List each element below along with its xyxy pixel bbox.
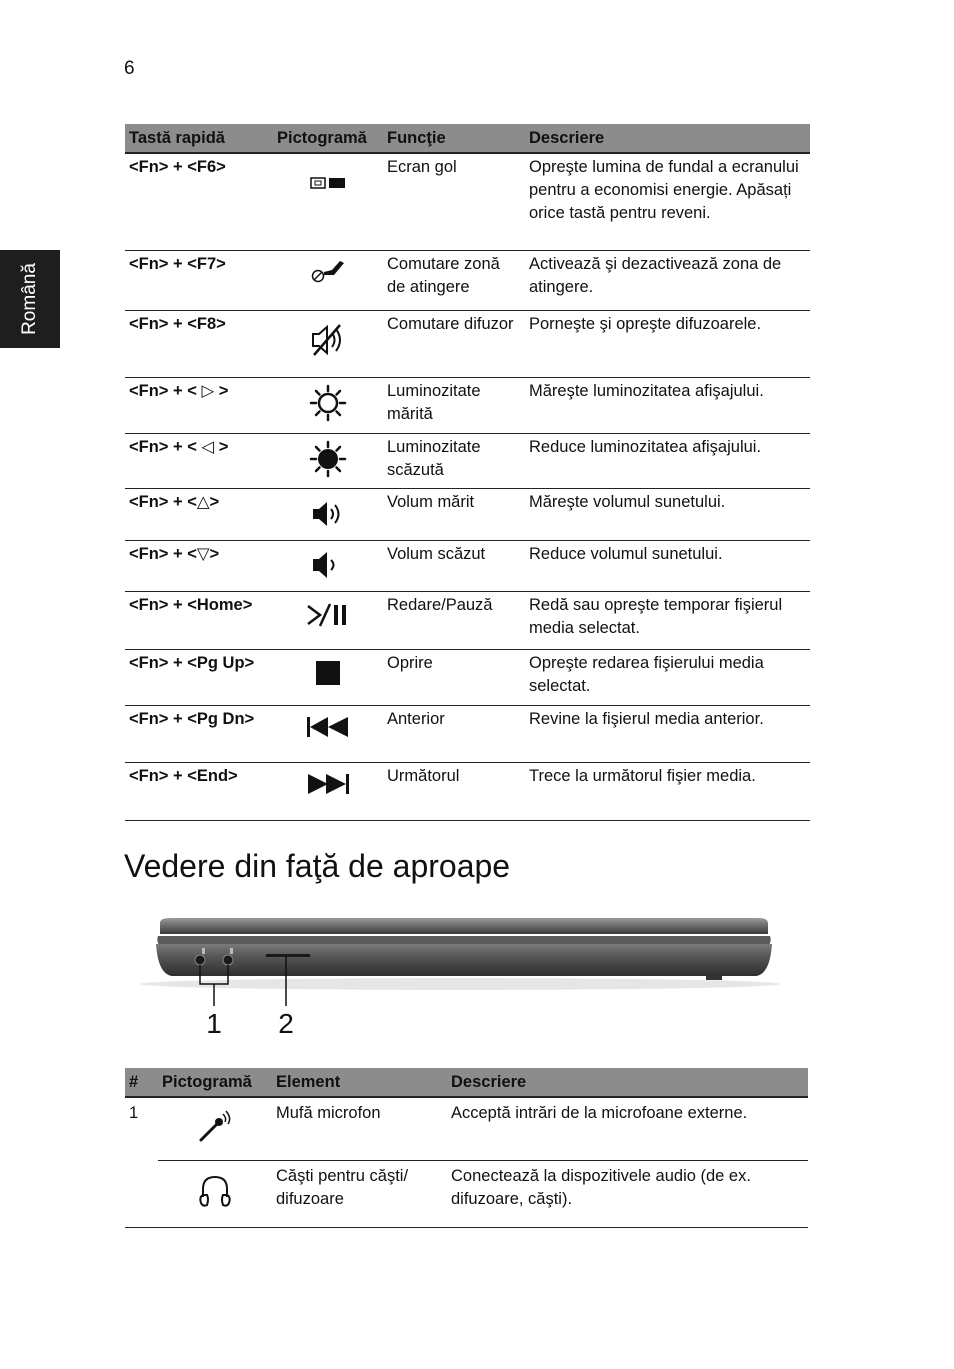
table-row <box>125 433 810 488</box>
table-row <box>125 1097 808 1160</box>
hotkey: <Fn> + <End> <box>125 762 273 820</box>
header-icon: Pictogramă <box>158 1068 272 1097</box>
header-description: Descriere <box>447 1068 808 1097</box>
function-name: Volum scăzut <box>383 540 525 591</box>
hotkey-table-header <box>125 124 810 153</box>
function-name: Luminozitate mărită <box>383 377 525 433</box>
function-name: Oprire <box>383 649 525 705</box>
touchpad-toggle-icon <box>310 259 346 285</box>
function-name: Ecran gol <box>383 153 525 250</box>
table-row <box>125 250 810 310</box>
element-name: Mufă microfon <box>272 1097 447 1160</box>
page-number: 6 <box>124 58 135 79</box>
function-description: Opreşte redarea fişierului media selectat. <box>525 649 810 705</box>
table-row <box>125 591 810 649</box>
laptop-front-view-illustration <box>130 914 790 1044</box>
hotkey: <Fn> + < ◁ > <box>125 433 273 488</box>
table-row <box>125 649 810 705</box>
ports-table-header <box>125 1068 808 1097</box>
hotkey: <Fn> + <Pg Dn> <box>125 705 273 762</box>
ports-table <box>125 1068 808 1228</box>
speaker-mute-icon <box>310 323 346 357</box>
section-title: Vedere din faţă de aproape <box>124 848 511 884</box>
volume-up-icon <box>311 499 345 529</box>
function-name: Comutare zonă de atingere <box>383 250 525 310</box>
function-description: Măreşte luminozitatea afişajului. <box>525 377 810 433</box>
row-number: 1 <box>125 1097 158 1227</box>
next-track-icon <box>306 773 350 795</box>
table-row <box>125 540 810 591</box>
function-name: Anterior <box>383 705 525 762</box>
function-name: Redare/Pauză <box>383 591 525 649</box>
table-row <box>125 1160 808 1227</box>
function-description: Reduce volumul sunetului. <box>525 540 810 591</box>
table-row <box>125 488 810 540</box>
header-element: Element <box>272 1068 447 1097</box>
header-description: Descriere <box>525 124 810 153</box>
function-name: Luminozitate scăzută <box>383 433 525 488</box>
hotkey: <Fn> + <▽> <box>125 540 273 591</box>
hotkey: <Fn> + <F8> <box>125 310 273 377</box>
previous-track-icon <box>306 716 350 738</box>
function-name: Comutare difuzor <box>383 310 525 377</box>
headphones-icon <box>198 1173 232 1209</box>
brightness-down-icon <box>309 440 347 478</box>
callout-number-2: 2 <box>278 1008 294 1039</box>
function-description: Reduce luminozitatea afişajului. <box>525 433 810 488</box>
function-name: Următorul <box>383 762 525 820</box>
function-description: Trece la următorul fişier media. <box>525 762 810 820</box>
hotkey: <Fn> + <F7> <box>125 250 273 310</box>
table-row <box>125 377 810 433</box>
language-label: Română <box>19 263 41 335</box>
function-name: Volum mărit <box>383 488 525 540</box>
hotkey: <Fn> + <F6> <box>125 153 273 250</box>
stop-icon <box>315 660 341 686</box>
callout-number-1: 1 <box>206 1008 222 1039</box>
hotkey-table <box>125 124 810 821</box>
brightness-up-icon <box>309 384 347 422</box>
function-description: Redă sau opreşte temporar fişierul media selectat. <box>525 591 810 649</box>
hotkey: <Fn> + <Pg Up> <box>125 649 273 705</box>
element-name: Căşti pentru căşti/ difuzoare <box>272 1160 447 1227</box>
function-description: Activează şi dezactivează zona de atingere. <box>525 250 810 310</box>
hotkey: <Fn> + <△> <box>125 488 273 540</box>
function-description: Porneşte şi opreşte difuzoarele. <box>525 310 810 377</box>
table-row <box>125 310 810 377</box>
header-icon: Pictogramă <box>273 124 383 153</box>
table-row <box>125 705 810 762</box>
function-description: Măreşte volumul sunetului. <box>525 488 810 540</box>
header-function: Funcţie <box>383 124 525 153</box>
function-description: Revine la fişierul media anterior. <box>525 705 810 762</box>
table-row <box>125 762 810 820</box>
element-description: Acceptă intrări de la microfoane externe. <box>447 1097 808 1160</box>
screen-off-icon <box>310 176 346 190</box>
hotkey: <Fn> + <Home> <box>125 591 273 649</box>
element-description: Conectează la dispozitivele audio (de ex. difuzoare, căşti). <box>447 1160 808 1227</box>
volume-down-icon <box>311 549 345 581</box>
microphone-icon <box>197 1108 233 1144</box>
table-row <box>125 153 810 250</box>
language-side-tab <box>0 250 60 348</box>
play-pause-icon <box>306 602 350 628</box>
header-hotkey: Tastă rapidă <box>125 124 273 153</box>
hotkey: <Fn> + < ▷ > <box>125 377 273 433</box>
header-number: # <box>125 1068 158 1097</box>
function-description: Opreşte lumina de fundal a ecranului pentru a economisi energie. Apăsați orice tastă pentru reveni. <box>525 153 810 250</box>
